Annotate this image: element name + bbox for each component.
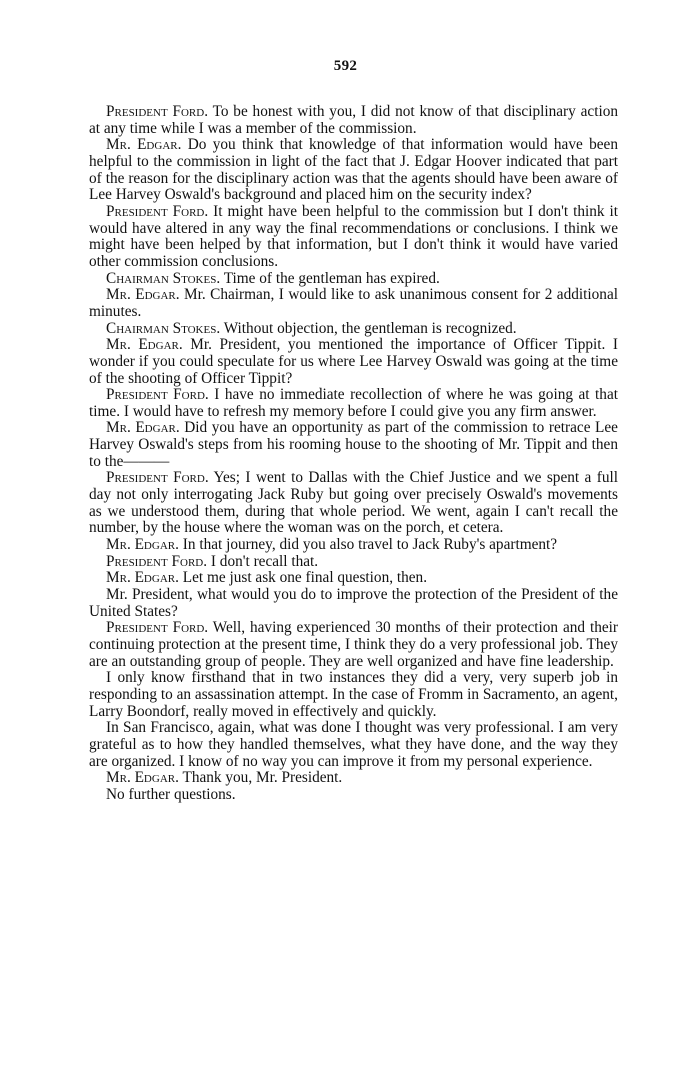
speaker-name: President Ford. bbox=[106, 202, 209, 220]
speaker-name: Mr. Edgar. bbox=[106, 136, 182, 154]
speaker-name: President Ford. bbox=[106, 552, 208, 570]
paragraph-text: Let me just ask one final question, then. bbox=[178, 569, 428, 587]
paragraph-text: In San Francisco, again, what was done I thought was very professional. I am very grateful as to how they handled themselves, what they have done, and the way they are organized. I know of no way you can improve it from my personal experience. bbox=[89, 719, 618, 770]
transcript-paragraph bbox=[89, 287, 618, 320]
speaker-name: President Ford. bbox=[106, 386, 209, 404]
transcript-paragraph bbox=[89, 470, 618, 537]
speaker-name: Chairman Stokes. bbox=[106, 269, 221, 287]
paragraph-text: Mr. President, you mentioned the importance of Officer Tippit. I wonder if you could speculate for us where Lee Harvey Oswald was going at the time of the shooting of Officer Tippit? bbox=[89, 336, 618, 387]
speaker-name: Mr. Edgar. bbox=[106, 419, 180, 437]
transcript-paragraph bbox=[89, 587, 618, 620]
transcript-paragraph bbox=[89, 670, 618, 720]
paragraph-text: Time of the gentleman has expired. bbox=[220, 269, 440, 287]
paragraph-text: Yes; I went to Dallas with the Chief Justice and we spent a full day not only interrogating Jack Ruby but going over precisely Oswald's movements as we understood them, during that whole period. We went, again I can't recall the number, by the house where the woman was on the porch, et cetera. bbox=[89, 469, 618, 537]
paragraph-text: It might have been helpful to the commission but I don't think it would have altered in any way the final recommendations or conclusions. I think we might have been helped by that information, but I don't think it would have varied other commission conclusions. bbox=[89, 202, 618, 270]
speaker-name: Mr. Edgar. bbox=[106, 536, 179, 554]
speaker-name: President Ford. bbox=[106, 469, 209, 487]
paragraph-text: Did you have an opportunity as part of the commission to retrace Lee Harvey Oswald's steps from his rooming house to the shooting of Mr. Tippit and then to the——— bbox=[89, 419, 618, 470]
paragraph-text: I only know firsthand that in two instances they did a very, very superb job in responding to an assassination attempt. In the case of Fromm in Sacramento, an agent, Larry Boondorf, really moved in effectively and quickly. bbox=[89, 669, 618, 720]
speaker-name: President Ford. bbox=[106, 619, 209, 637]
speaker-name: Mr. Edgar. bbox=[106, 769, 179, 787]
speaker-name: Mr. Edgar. bbox=[106, 286, 180, 304]
speaker-name: President Ford. bbox=[106, 103, 209, 120]
paragraph-text: No further questions. bbox=[106, 785, 236, 803]
paragraph-text: To be honest with you, I did not know of that disciplinary action at any time while I was a member of the commission. bbox=[89, 103, 618, 137]
transcript-paragraph bbox=[89, 337, 618, 387]
paragraph-text: Without objection, the gentleman is recognized. bbox=[220, 319, 517, 337]
page-number: 592 bbox=[333, 58, 358, 74]
transcript-paragraph bbox=[89, 787, 618, 804]
paragraph-text: Well, having experienced 30 months of their protection and their continuing protection at the present time, I think they do a very professional job. They are an outstanding group of people. They are well organized and have fine leadership. bbox=[89, 619, 618, 670]
paragraph-text: Mr. President, what would you do to improve the protection of the President of the United States? bbox=[89, 586, 618, 620]
speaker-name: Mr. Edgar. bbox=[106, 569, 179, 587]
transcript-paragraph bbox=[89, 204, 618, 271]
paragraph-text: I don't recall that. bbox=[207, 552, 319, 570]
transcript-paragraph bbox=[89, 104, 618, 137]
transcript-paragraph bbox=[89, 271, 618, 288]
paragraph-text: Do you think that knowledge of that information would have been helpful to the commission in light of the fact that J. Edgar Hoover indicated that part of the reason for the disciplinary action was that the agents should have been aware of Lee Harvey Oswald's background and placed him on the security index? bbox=[89, 136, 618, 204]
speaker-name: Chairman Stokes. bbox=[106, 319, 221, 337]
transcript-paragraph bbox=[89, 554, 618, 571]
transcript-paragraph bbox=[89, 387, 618, 420]
speaker-name: Mr. Edgar. bbox=[106, 336, 183, 354]
transcript-paragraph bbox=[89, 537, 618, 554]
transcript-paragraph bbox=[89, 321, 618, 338]
transcript-paragraph bbox=[89, 770, 618, 787]
transcript-paragraph bbox=[89, 620, 618, 670]
paragraph-text: Mr. Chairman, I would like to ask unanimous consent for 2 additional minutes. bbox=[89, 286, 618, 320]
transcript-paragraph bbox=[89, 420, 618, 470]
transcript-paragraph bbox=[89, 570, 618, 587]
paragraph-text: Thank you, Mr. President. bbox=[178, 769, 343, 787]
transcript-paragraph bbox=[89, 720, 618, 770]
transcript-body bbox=[89, 104, 618, 804]
paragraph-text: I have no immediate recollection of where he was going at that time. I would have to refresh my memory before I could give you any firm answer. bbox=[89, 386, 618, 420]
transcript-paragraph bbox=[89, 137, 618, 204]
paragraph-text: In that journey, did you also travel to Jack Ruby's apartment? bbox=[178, 536, 558, 554]
